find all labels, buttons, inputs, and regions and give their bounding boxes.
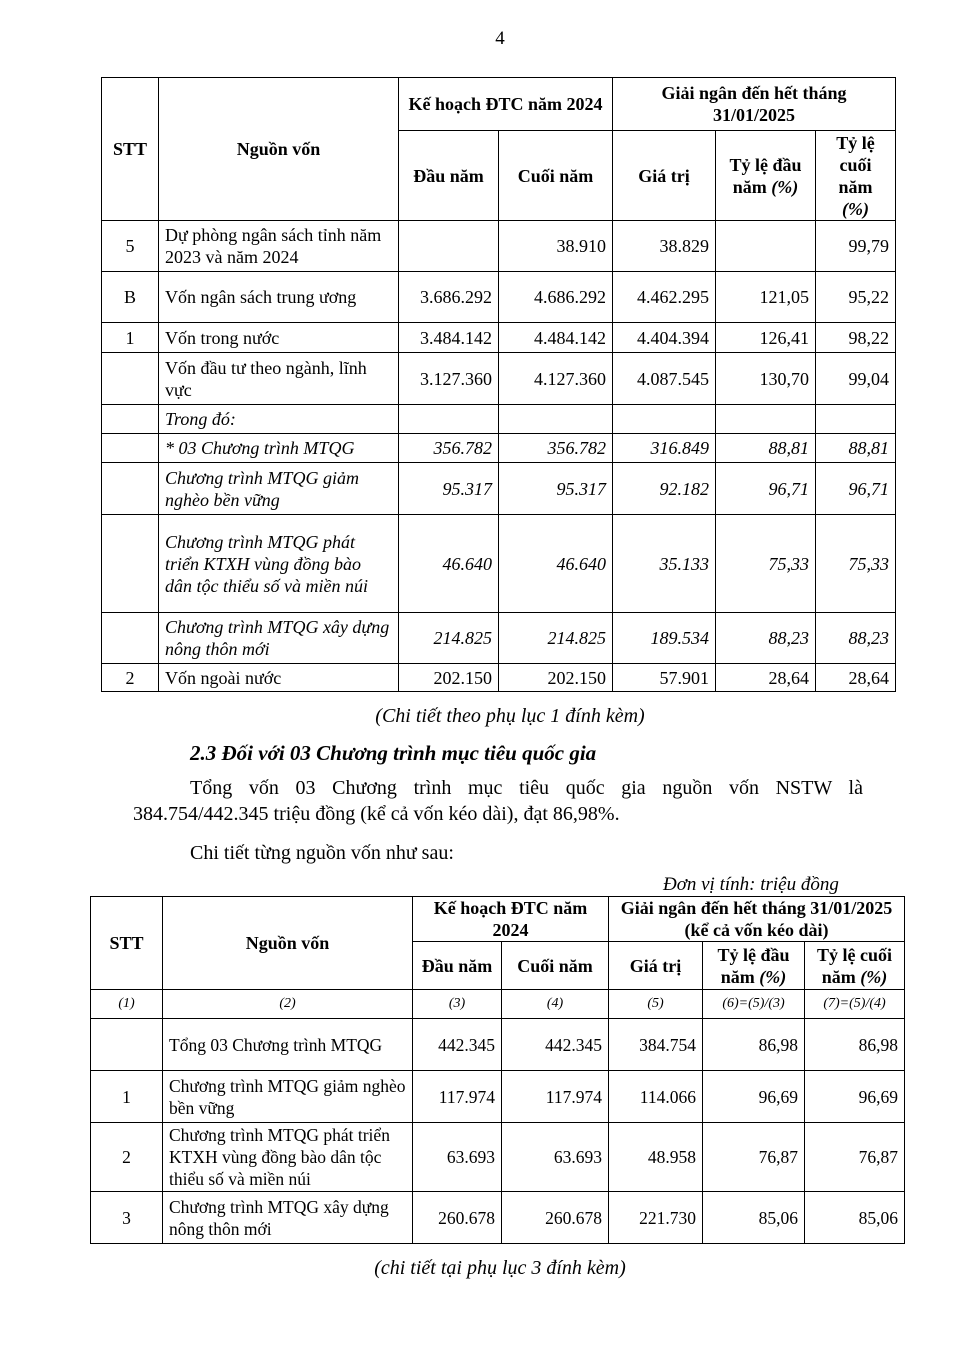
cell-rate-end: 88,23 (816, 613, 896, 664)
cell-rate-start: 126,41 (716, 323, 816, 353)
cell-source: Dự phòng ngân sách tỉnh năm 2023 và năm 2024 (159, 221, 399, 272)
cell-value: 4.462.295 (613, 272, 716, 323)
cell-stt: 5 (102, 221, 159, 272)
cell-plan-start: 442.345 (413, 1019, 502, 1071)
cell-rate-start (716, 405, 816, 434)
cell-plan-end: 356.782 (499, 434, 613, 463)
cell-plan-end: 4.686.292 (499, 272, 613, 323)
page-number: 4 (495, 28, 505, 49)
cell-rate-start (716, 221, 816, 272)
cell-value: 92.182 (613, 463, 716, 515)
cell-stt (102, 353, 159, 405)
cell-source: Chương trình MTQG giảm nghèo bền vững (163, 1071, 413, 1123)
cell-stt (102, 405, 159, 434)
cell-stt: 2 (91, 1123, 163, 1192)
cell-value: 35.133 (613, 515, 716, 613)
budget-table-2 (90, 896, 905, 1244)
header-value: Giá trị (609, 942, 703, 990)
budget-table-1 (101, 77, 896, 692)
cell-rate-start: 76,87 (703, 1123, 805, 1192)
cell-rate-end: 28,64 (816, 664, 896, 692)
table-row (102, 353, 896, 405)
header-rate-start: Tỷ lệ đầu năm (%) (703, 942, 805, 990)
header-plan-start: Đầu năm (413, 942, 502, 990)
header-stt: STT (102, 78, 159, 221)
index-cell: (7)=(5)/(4) (805, 990, 905, 1019)
cell-plan-start: 3.686.292 (399, 272, 499, 323)
cell-plan-end: 117.974 (502, 1071, 609, 1123)
cell-source: Chương trình MTQG phát triển KTXH vùng đồng bào dân tộc thiểu số và miền núi (159, 515, 399, 613)
cell-rate-start: 88,23 (716, 613, 816, 664)
cell-plan-end: 442.345 (502, 1019, 609, 1071)
cell-source: Chương trình MTQG giảm nghèo bền vững (159, 463, 399, 515)
cell-rate-end: 75,33 (816, 515, 896, 613)
cell-source: Vốn ngoài nước (159, 664, 399, 692)
table-row (102, 272, 896, 323)
header-plan-group: Kế hoạch ĐTC năm 2024 (413, 897, 609, 942)
cell-plan-start: 202.150 (399, 664, 499, 692)
cell-rate-end (816, 405, 896, 434)
header-rate-end: Tỷ lệ cuối năm (%) (805, 942, 905, 990)
cell-stt: B (102, 272, 159, 323)
table-row (91, 1019, 905, 1071)
header-rate-end: Tỷ lệ cuối năm (%) (816, 131, 896, 221)
cell-plan-start: 260.678 (413, 1192, 502, 1244)
cell-stt: 3 (91, 1192, 163, 1244)
cell-value (613, 405, 716, 434)
cell-value: 114.066 (609, 1071, 703, 1123)
header-plan-end: Cuối năm (499, 131, 613, 221)
table-row (102, 664, 896, 692)
cell-source: Chương trình MTQG phát triển KTXH vùng đồng bào dân tộc thiểu số và miền núi (163, 1123, 413, 1192)
cell-source: Vốn đầu tư theo ngành, lĩnh vực (159, 353, 399, 405)
cell-stt: 1 (102, 323, 159, 353)
cell-value: 38.829 (613, 221, 716, 272)
table-header-row (91, 897, 905, 942)
cell-value: 48.958 (609, 1123, 703, 1192)
cell-plan-start: 3.127.360 (399, 353, 499, 405)
cell-stt (102, 463, 159, 515)
cell-rate-end: 76,87 (805, 1123, 905, 1192)
cell-rate-start: 130,70 (716, 353, 816, 405)
table-row (102, 221, 896, 272)
table-row (102, 463, 896, 515)
cell-rate-start: 85,06 (703, 1192, 805, 1244)
cell-rate-end: 95,22 (816, 272, 896, 323)
header-source: Nguồn vốn (159, 78, 399, 221)
cell-plan-start: 3.484.142 (399, 323, 499, 353)
cell-rate-end: 96,69 (805, 1071, 905, 1123)
index-cell: (2) (163, 990, 413, 1019)
table-row (91, 1123, 905, 1192)
cell-plan-end: 63.693 (502, 1123, 609, 1192)
index-cell: (3) (413, 990, 502, 1019)
header-disbursement-group: Giải ngân đến hết tháng 31/01/2025 (613, 78, 896, 131)
cell-stt (91, 1019, 163, 1071)
index-cell: (1) (91, 990, 163, 1019)
table2-caption: (chi tiết tại phụ lục 3 đính kèm) (374, 1257, 626, 1279)
cell-value: 316.849 (613, 434, 716, 463)
cell-plan-end: 4.127.360 (499, 353, 613, 405)
cell-plan-end (499, 405, 613, 434)
cell-source: Trong đó: (159, 405, 399, 434)
cell-source: Vốn trong nước (159, 323, 399, 353)
cell-rate-start: 88,81 (716, 434, 816, 463)
summary-paragraph: Tổng vốn 03 Chương trình mục tiêu quốc gia nguồn vốn NSTW là 384.754/442.345 triệu đồng (kể cả vốn kéo dài), đạt 86,98%. (133, 777, 863, 825)
cell-value: 384.754 (609, 1019, 703, 1071)
table-row (102, 515, 896, 613)
cell-plan-end: 202.150 (499, 664, 613, 692)
table1-caption: (Chi tiết theo phụ lục 1 đính kèm) (375, 705, 645, 727)
index-cell: (4) (502, 990, 609, 1019)
header-stt: STT (91, 897, 163, 990)
table-row (91, 1071, 905, 1123)
cell-plan-start: 356.782 (399, 434, 499, 463)
cell-rate-start: 96,69 (703, 1071, 805, 1123)
cell-source: Chương trình MTQG xây dựng nông thôn mới (159, 613, 399, 664)
table-header-row (102, 78, 896, 131)
cell-value: 4.087.545 (613, 353, 716, 405)
unit-note: Đơn vị tính: triệu đồng (663, 874, 839, 895)
cell-stt (102, 613, 159, 664)
cell-value: 4.404.394 (613, 323, 716, 353)
cell-plan-start: 63.693 (413, 1123, 502, 1192)
cell-value: 189.534 (613, 613, 716, 664)
cell-rate-start: 75,33 (716, 515, 816, 613)
cell-stt (102, 515, 159, 613)
cell-plan-end: 95.317 (499, 463, 613, 515)
cell-plan-start: 117.974 (413, 1071, 502, 1123)
table-row (102, 323, 896, 353)
cell-stt (102, 434, 159, 463)
cell-value: 57.901 (613, 664, 716, 692)
cell-plan-start: 95.317 (399, 463, 499, 515)
table-row (102, 434, 896, 463)
cell-source: Vốn ngân sách trung ương (159, 272, 399, 323)
header-disbursement-group: Giải ngân đến hết tháng 31/01/2025 (kể cả vốn kéo dài) (609, 897, 905, 942)
cell-rate-start: 96,71 (716, 463, 816, 515)
table-row (91, 1192, 905, 1244)
index-cell: (6)=(5)/(3) (703, 990, 805, 1019)
cell-plan-end: 38.910 (499, 221, 613, 272)
cell-value: 221.730 (609, 1192, 703, 1244)
cell-rate-start: 28,64 (716, 664, 816, 692)
cell-plan-start (399, 221, 499, 272)
cell-plan-end: 214.825 (499, 613, 613, 664)
cell-rate-end: 86,98 (805, 1019, 905, 1071)
header-plan-end: Cuối năm (502, 942, 609, 990)
header-rate-start: Tỷ lệ đầu năm (%) (716, 131, 816, 221)
cell-source: * 03 Chương trình MTQG (159, 434, 399, 463)
cell-rate-end: 85,06 (805, 1192, 905, 1244)
cell-plan-end: 4.484.142 (499, 323, 613, 353)
cell-plan-start: 214.825 (399, 613, 499, 664)
cell-rate-end: 98,22 (816, 323, 896, 353)
header-value: Giá trị (613, 131, 716, 221)
cell-rate-end: 88,81 (816, 434, 896, 463)
cell-plan-end: 46.640 (499, 515, 613, 613)
column-index-row (91, 990, 905, 1019)
cell-plan-end: 260.678 (502, 1192, 609, 1244)
detail-intro-paragraph: Chi tiết từng nguồn vốn như sau: (190, 842, 454, 864)
header-plan-group: Kế hoạch ĐTC năm 2024 (399, 78, 613, 131)
cell-source: Chương trình MTQG xây dựng nông thôn mới (163, 1192, 413, 1244)
cell-rate-end: 96,71 (816, 463, 896, 515)
cell-rate-start: 121,05 (716, 272, 816, 323)
cell-rate-start: 86,98 (703, 1019, 805, 1071)
cell-rate-end: 99,04 (816, 353, 896, 405)
section-heading: 2.3 Đối với 03 Chương trình mục tiêu quốc gia (190, 741, 597, 765)
cell-source: Tổng 03 Chương trình MTQG (163, 1019, 413, 1071)
cell-plan-start (399, 405, 499, 434)
table-row (102, 613, 896, 664)
cell-plan-start: 46.640 (399, 515, 499, 613)
cell-stt: 2 (102, 664, 159, 692)
cell-rate-end: 99,79 (816, 221, 896, 272)
header-plan-start: Đầu năm (399, 131, 499, 221)
header-source: Nguồn vốn (163, 897, 413, 990)
table-row (102, 405, 896, 434)
index-cell: (5) (609, 990, 703, 1019)
cell-stt: 1 (91, 1071, 163, 1123)
